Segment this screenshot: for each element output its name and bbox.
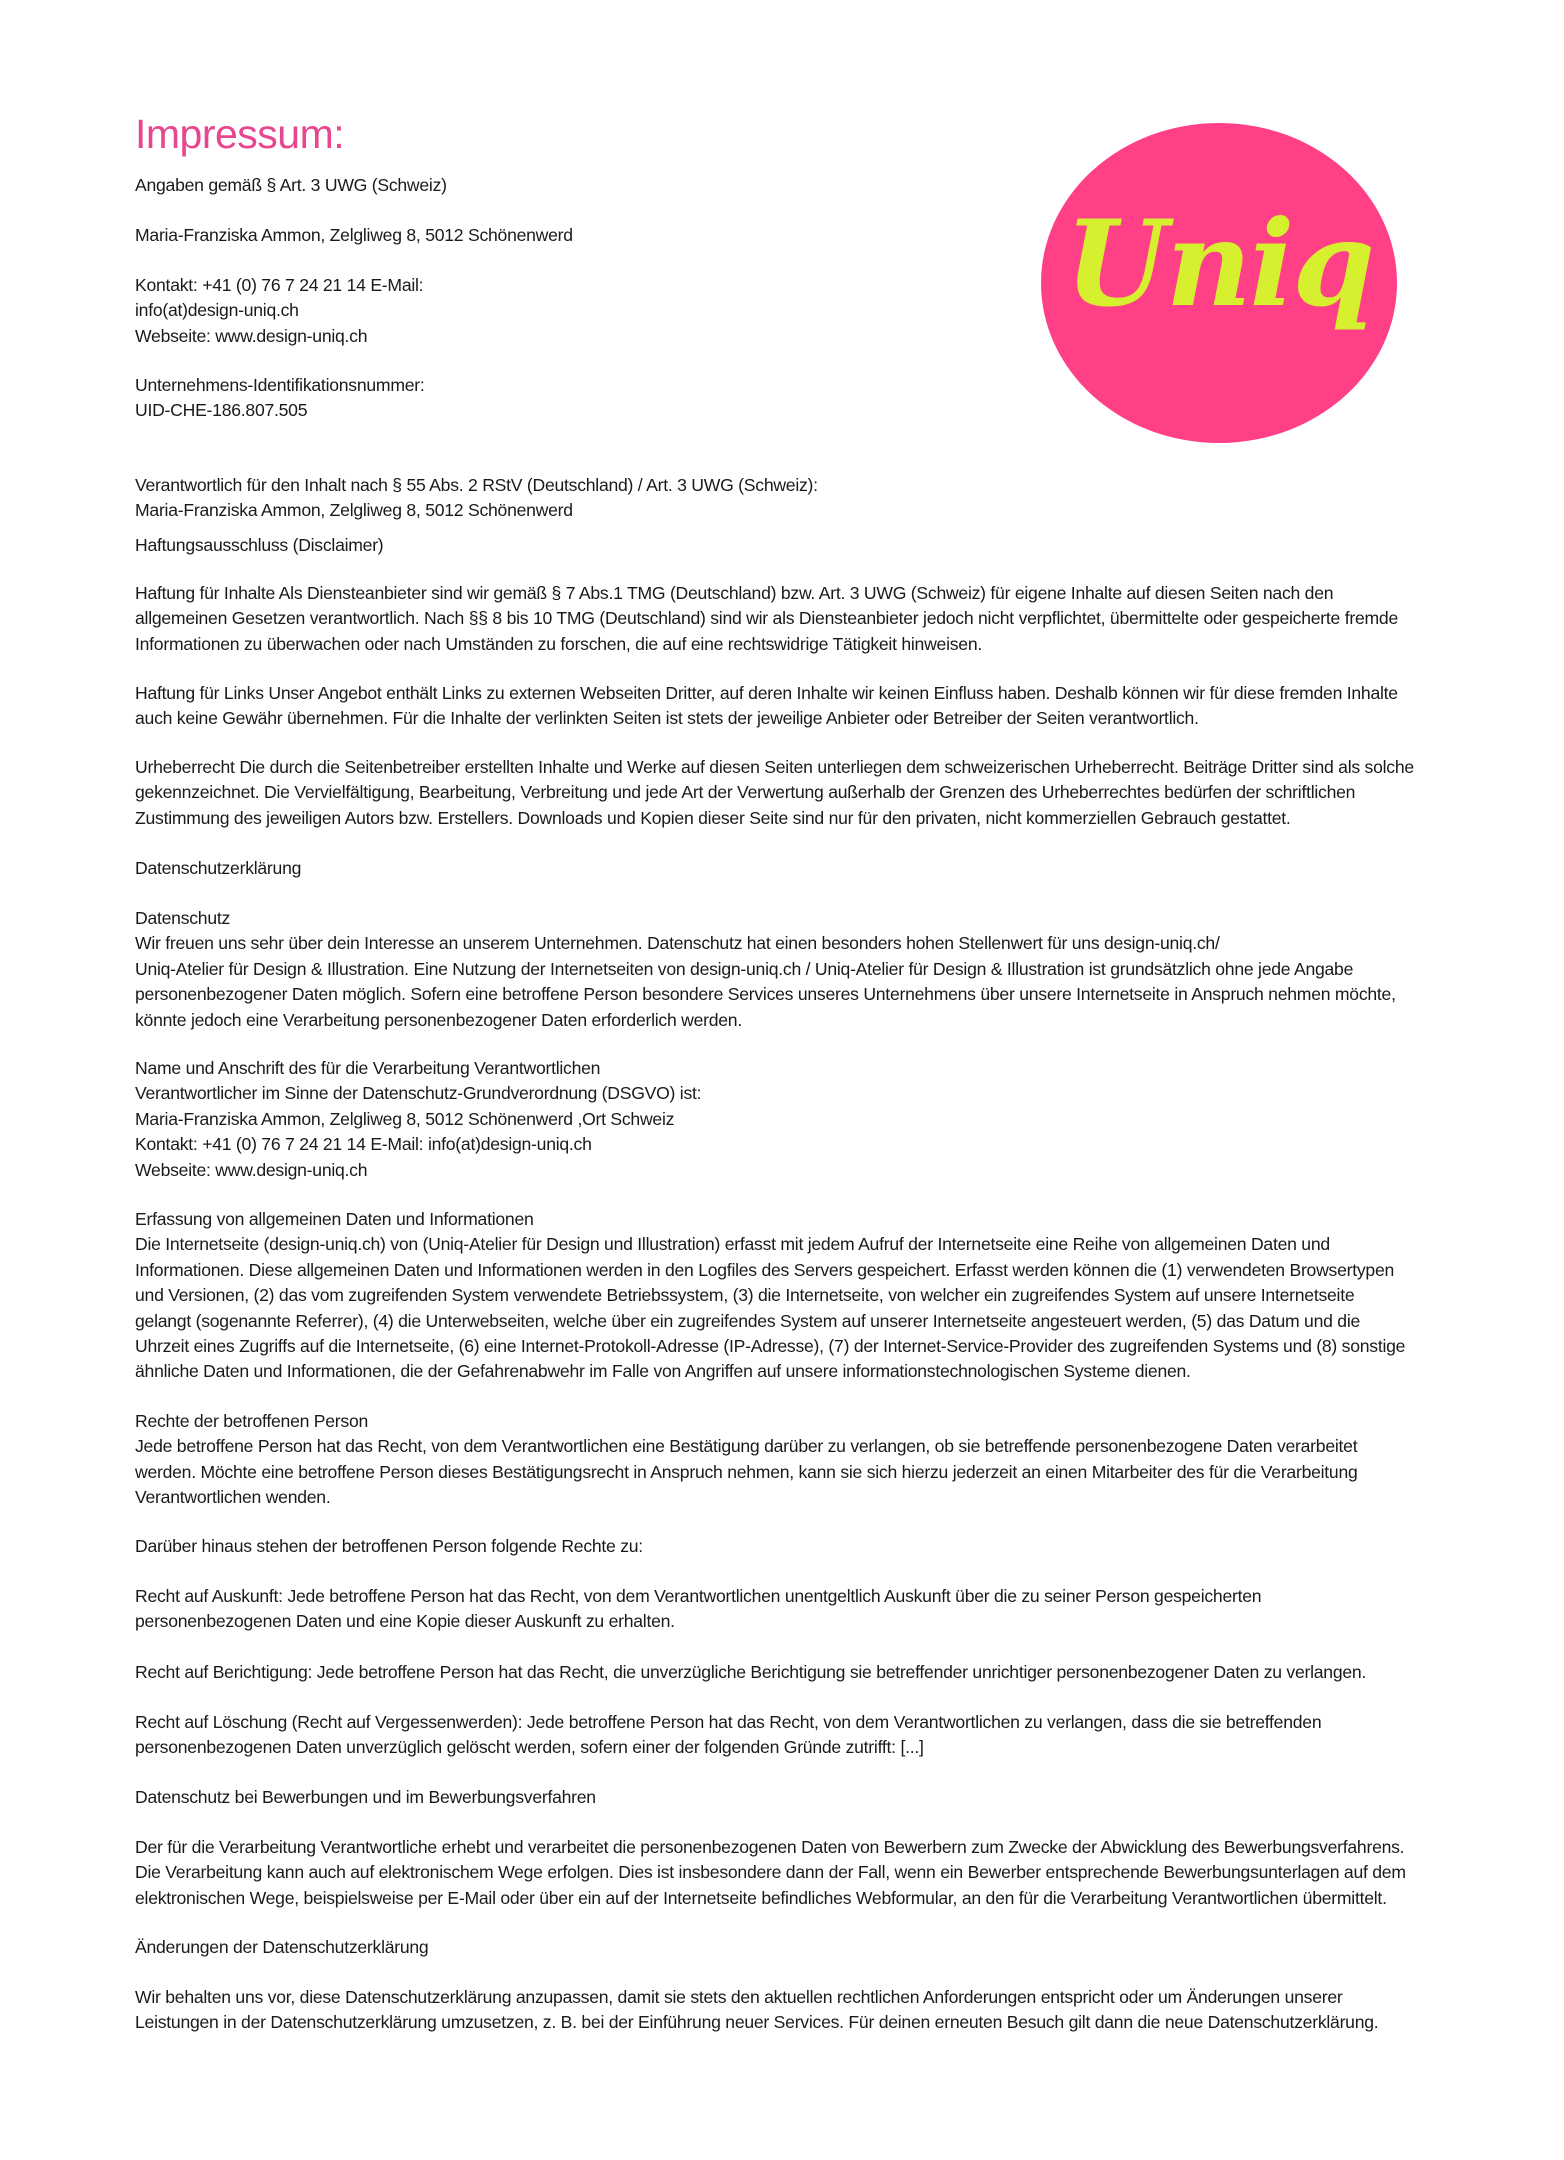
paragraph: Rechte der betroffenen Person Jede betroffene Person hat das Recht, von dem Verantwortlichen eine Bestätigung darüber zu verlangen, ob sie betreffende personenbezogene Daten verarbeitet werden. Möchte eine betroffene Person dieses Bestätigungsrecht in Anspruch nehmen, kann sie sich hierzu jederzeit an einen Mitarbeiter des für die Verarbeitung Verantwortlichen wenden. bbox=[135, 1411, 1358, 1508]
paragraph: Recht auf Berichtigung: Jede betroffene Person hat das Recht, die unverzügliche Berichtigung sie betreffender unrichtiger personenbezogener Daten zu verlangen. bbox=[135, 1662, 1367, 1682]
paragraph: Haftung für Inhalte Als Diensteanbieter sind wir gemäß § 7 Abs.1 TMG (Deutschland) bzw. Art. 3 UWG (Schweiz) für eigene Inhalte auf diesen Seiten nach den allgemeinen Gesetzen verantwortlich. Nach §§ 8 bis 10 TMG (Deutschland) sind wir als Diensteanbieter jedoch nicht verpflichtet, übermittelte oder gespeicherte fremde Informationen zu überwachen oder nach Umständen zu forschen, die auf eine rechtswidrige Tätigkeit hinweisen. bbox=[135, 583, 1398, 654]
paragraph: Datenschutz bei Bewerbungen und im Bewerbungsverfahren bbox=[135, 1787, 596, 1807]
paragraph: Haftungsausschluss (Disclaimer) bbox=[135, 535, 384, 555]
paragraph: Maria-Franziska Ammon, Zelgliweg 8, 5012 Schönenwerd bbox=[135, 225, 573, 245]
paragraph: Datenschutz Wir freuen uns sehr über dein Interesse an unserem Unternehmen. Datenschutz hat einen besonders hohen Stellenwert für uns design-uniq.ch/ Uniq-Atelier für Design & Illustration. Eine Nutzung der Internetseiten von design-uniq.ch / Uniq-Atelier für Design & Illustration ist grundsätzlich ohne jede Angabe personenbezogener Daten möglich. Sofern eine betroffene Person besondere Services unseres Unternehmens über unsere Internetseite in Anspruch nehmen möchte, könnte jedoch eine Verarbeitung personenbezogener Daten erforderlich werden. bbox=[135, 908, 1396, 1030]
paragraph: Recht auf Löschung (Recht auf Vergessenwerden): Jede betroffene Person hat das Recht, von dem Verantwortlichen zu verlangen, dass die sie betreffenden personenbezogenen Daten unverzüglich gelöscht werden, sofern einer der folgenden Gründe zutrifft: [...] bbox=[135, 1712, 1322, 1758]
paragraph: Änderungen der Datenschutzerklärung bbox=[135, 1937, 429, 1957]
paragraph: Verantwortlich für den Inhalt nach § 55 Abs. 2 RStV (Deutschland) / Art. 3 UWG (Schweiz): Maria-Franziska Ammon, Zelgliweg 8, 5012 Schönenwerd bbox=[135, 475, 818, 521]
page-title: Impressum: bbox=[135, 111, 345, 157]
paragraph: Wir behalten uns vor, diese Datenschutzerklärung anzupassen, damit sie stets den aktuellen rechtlichen Anforderungen entspricht oder um Änderungen unserer Leistungen in der Datenschutzerklärung umzusetzen, z. B. bei der Einführung neuer Services. Für deinen erneuten Besuch gilt dann die neue Datenschutzerklärung. bbox=[135, 1987, 1379, 2033]
paragraph: Urheberrecht Die durch die Seitenbetreiber erstellten Inhalte und Werke auf diesen Seiten unterliegen dem schweizerischen Urheberrecht. Beiträge Dritter sind als solche gekennzeichnet. Die Vervielfältigung, Bearbeitung, Verbreitung und jede Art der Verwertung außerhalb der Grenzen des Urheberrechtes bedürfen der schriftlichen Zustimmung des jeweiligen Autors bzw. Erstellers. Downloads und Kopien dieser Seite sind nur für den privaten, nicht kommerziellen Gebrauch gestattet. bbox=[135, 757, 1414, 828]
paragraph: Recht auf Auskunft: Jede betroffene Person hat das Recht, von dem Verantwortlichen unentgeltlich Auskunft über die zu seiner Person gespeicherten personenbezogenen Daten und eine Kopie dieser Auskunft zu erhalten. bbox=[135, 1586, 1262, 1632]
paragraph: Datenschutzerklärung bbox=[135, 858, 302, 878]
paragraph: Angaben gemäß § Art. 3 UWG (Schweiz) bbox=[135, 175, 447, 195]
paragraph: Kontakt: +41 (0) 76 7 24 21 14 E-Mail: info(at)design-uniq.ch Webseite: www.design-uniq.ch bbox=[135, 275, 424, 346]
paragraph: Haftung für Links Unser Angebot enthält Links zu externen Webseiten Dritter, auf deren Inhalte wir keinen Einfluss haben. Deshalb können wir für diese fremden Inhalte auch keine Gewähr übernehmen. Für die Inhalte der verlinkten Seiten ist stets der jeweilige Anbieter oder Betreiber der Seiten verantwortlich. bbox=[135, 683, 1398, 729]
logo-wordmark: Uniq bbox=[1064, 194, 1374, 333]
paragraph: Erfassung von allgemeinen Daten und Informationen Die Internetseite (design-uniq.ch) von (Uniq-Atelier für Design und Illustration) erfasst mit jedem Aufruf der Internetseite eine Reihe von allgemeinen Daten und Informationen. Diese allgemeinen Daten und Informationen werden in den Logfiles des Servers gespeichert. Erfasst werden können die (1) verwendeten Browsertypen und Versionen, (2) das vom zugreifenden System verwendete Betriebssystem, (3) die Internetseite, von welcher ein zugreifendes System auf unsere Internetseite gelangt (sogenannte Referrer), (4) die Unterwebseiten, welche über ein zugreifendes System auf unserer Internetseite angesteuert werden, (5) das Datum und die Uhrzeit eines Zugriffs auf die Internetseite, (6) eine Internet-Protokoll-Adresse (IP-Adresse), (7) der Internet-Service-Provider des zugreifenden Systems und (8) sonstige ähnliche Daten und Informationen, die der Gefahrenabwehr im Falle von Angriffen auf unsere informationstechnologischen Systeme dienen. bbox=[135, 1209, 1406, 1382]
paragraph: Der für die Verarbeitung Verantwortliche erhebt und verarbeitet die personenbezogenen Daten von Bewerbern zum Zwecke der Abwicklung des Bewerbungsverfahrens. Die Verarbeitung kann auch auf elektronischem Wege erfolgen. Dies ist insbesondere dann der Fall, wenn ein Bewerber entsprechende Bewerbungsunterlagen auf dem elektronischen Wege, beispielsweise per E-Mail oder über ein auf der Internetseite befindliches Webformular, an den für die Verarbeitung Verantwortlichen übermittelt. bbox=[135, 1837, 1406, 1908]
paragraph: Name und Anschrift des für die Verarbeitung Verantwortlichen Verantwortlicher im Sinne der Datenschutz-Grundverordnung (DSGVO) ist: Maria-Franziska Ammon, Zelgliweg 8, 5012 Schönenwerd ,Ort Schweiz Kontakt: +41 (0) 76 7 24 21 14 E-Mail: info(at)design-uniq.ch Webseite: www.design-uniq.ch bbox=[135, 1058, 702, 1180]
paragraph: Unternehmens-Identifikationsnummer: UID-CHE-186.807.505 bbox=[135, 375, 425, 421]
paragraph: Darüber hinaus stehen der betroffenen Person folgende Rechte zu: bbox=[135, 1536, 643, 1556]
